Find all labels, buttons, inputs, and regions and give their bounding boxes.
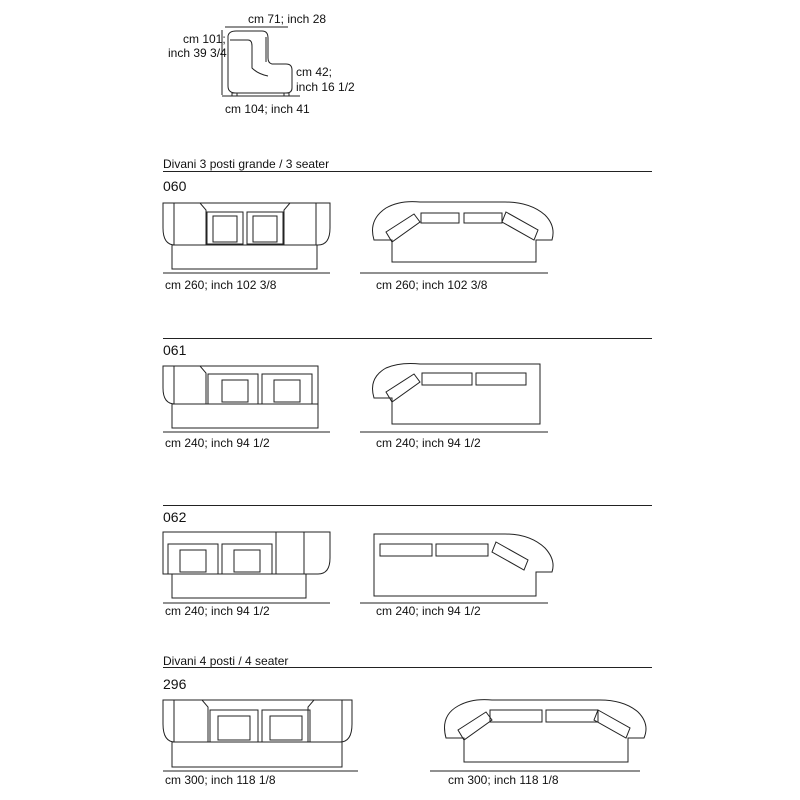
- model-code-062: 062: [163, 509, 187, 525]
- depth-dim: cm 71; inch 28: [248, 12, 327, 26]
- model-code-060: 060: [163, 178, 187, 194]
- seat-dim-cm: cm 42;: [296, 65, 333, 79]
- model-062-front-dim: cm 240; inch 94 1/2: [165, 604, 270, 618]
- model-061-top-dim: cm 240; inch 94 1/2: [376, 436, 481, 450]
- width-dim: cm 104; inch 41: [225, 102, 310, 116]
- height-dim-cm: cm 101;: [183, 32, 226, 46]
- section-title-3-seater: Divani 3 posti grande / 3 seater: [163, 157, 330, 171]
- model-062-top-dim: cm 240; inch 94 1/2: [376, 604, 481, 618]
- section-title-4-seater: Divani 4 posti / 4 seater: [163, 654, 289, 668]
- height-dim-inch: inch 39 3/4: [168, 46, 227, 60]
- model-code-296: 296: [163, 676, 187, 692]
- model-296-top-dim: cm 300; inch 118 1/8: [448, 773, 559, 787]
- model-060-front-dim: cm 260; inch 102 3/8: [165, 278, 277, 292]
- model-296-front-dim: cm 300; inch 118 1/8: [165, 773, 276, 787]
- seat-dim-inch: inch 16 1/2: [296, 80, 355, 94]
- model-060-top-dim: cm 260; inch 102 3/8: [376, 278, 488, 292]
- model-code-061: 061: [163, 342, 187, 358]
- model-061-front-dim: cm 240; inch 94 1/2: [165, 436, 270, 450]
